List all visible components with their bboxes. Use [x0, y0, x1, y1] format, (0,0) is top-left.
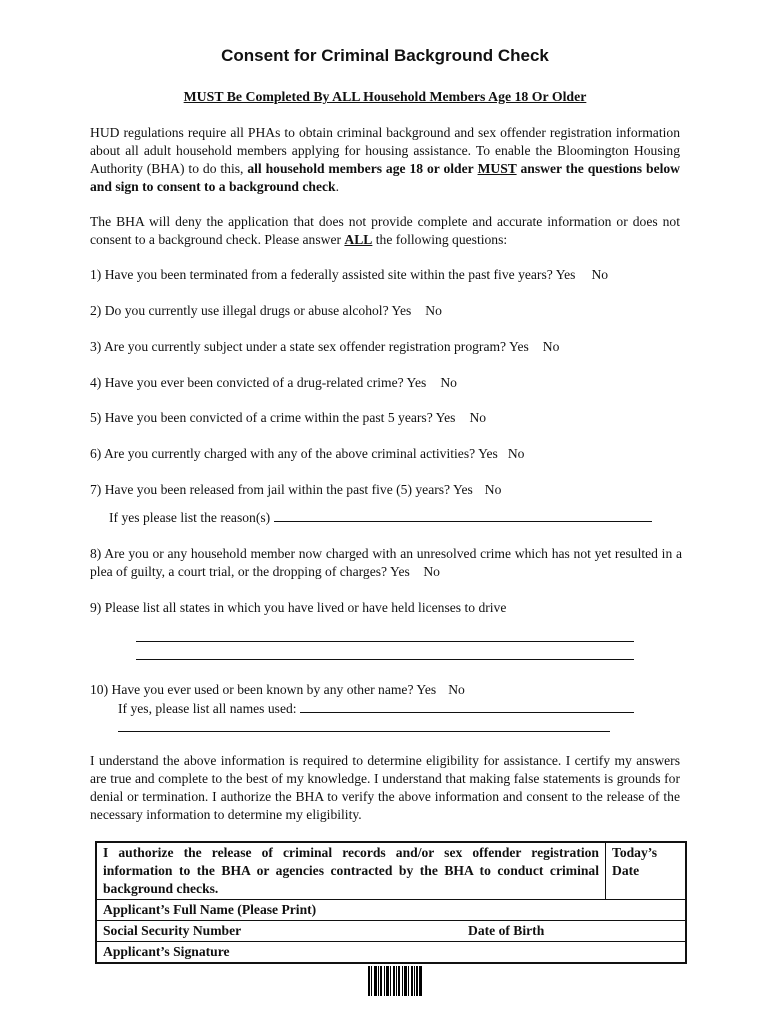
- intro-bold-text-2: answer the questions below and sign to consent to a background check: [90, 161, 680, 194]
- intro-bold-text: all household members age 18 or older: [247, 161, 474, 176]
- yes-option[interactable]: Yes: [555, 267, 576, 282]
- consent-signature-table: [95, 841, 687, 964]
- todays-date-field[interactable]: Today’s Date: [605, 843, 685, 899]
- question-7: [90, 481, 690, 499]
- question-text: 6) Are you currently charged with any of the above criminal activities?: [90, 446, 476, 461]
- intro-text: HUD regulations require all PHAs to obtain criminal background and sex offender registration information about all adult household members applying for housing assistance. To enable the Bloomington Housing Authority (BHA) to do this,: [90, 125, 680, 176]
- question-text: 8) Are you or any household member now charged with an unresolved crime which has not yet resulted in a plea of guilty, a court trial, or the dropping of charges?: [90, 546, 682, 579]
- yes-option[interactable]: Yes: [391, 303, 412, 318]
- question-7-followup: [109, 509, 709, 527]
- question-text: 9) Please list all states in which you have lived or have held licenses to drive: [90, 600, 507, 615]
- question-text: 1) Have you been terminated from a federally assisted site within the past five years?: [90, 267, 553, 282]
- page-title: Consent for Criminal Background Check: [221, 46, 549, 65]
- no-option[interactable]: No: [484, 482, 502, 497]
- intro-paragraph-1: [90, 124, 680, 196]
- no-option[interactable]: No: [542, 339, 560, 354]
- intro2-text-end: the following questions:: [372, 232, 508, 247]
- no-option[interactable]: No: [440, 375, 457, 390]
- yes-option[interactable]: Yes: [406, 375, 427, 390]
- question-text: 7) Have you been released from jail within the past five (5) years?: [90, 482, 451, 497]
- no-option[interactable]: No: [423, 564, 440, 579]
- names-input-line[interactable]: [300, 701, 634, 713]
- yes-option[interactable]: Yes: [509, 339, 529, 354]
- question-2: [90, 302, 690, 320]
- yes-option[interactable]: Yes: [453, 482, 473, 497]
- names-input-line-2[interactable]: [118, 731, 610, 732]
- no-option[interactable]: No: [591, 267, 609, 282]
- question-8: [90, 545, 682, 581]
- signature-field[interactable]: Applicant’s Signature: [103, 944, 230, 959]
- barcode-icon: [368, 966, 432, 996]
- question-3: [90, 338, 690, 356]
- ssn-dob-cell: [97, 921, 685, 941]
- yes-option[interactable]: Yes: [389, 564, 410, 579]
- no-option[interactable]: No: [425, 303, 442, 318]
- full-name-field[interactable]: Applicant’s Full Name (Please Print): [103, 902, 317, 917]
- yes-option[interactable]: Yes: [478, 446, 498, 461]
- question-6: [90, 445, 690, 463]
- certification-paragraph: I understand the above information is required to determine eligibility for assistance. I certify my answers are true and complete to the best of my knowledge. I understand that making false statements is grounds for denial or termination. I authorize the BHA to verify the above information and consent to the release of the necessary information to determine my eligibility.: [90, 753, 680, 822]
- intro2-all-text: ALL: [344, 232, 373, 247]
- states-input-line-2[interactable]: [136, 659, 634, 660]
- question-9: [90, 599, 690, 617]
- ssn-dob-row: [97, 920, 685, 941]
- yes-option[interactable]: Yes: [416, 682, 437, 697]
- signature-row: [97, 941, 685, 962]
- intro2-text: The BHA will deny the application that does not provide complete and accurate information or does not consent to a background check. Please answer: [90, 214, 680, 247]
- authorize-row: [97, 843, 685, 899]
- full-name-row: [97, 899, 685, 920]
- followup-label: If yes please list the reason(s): [109, 510, 271, 525]
- no-option[interactable]: No: [507, 446, 525, 461]
- intro-must-text: MUST: [477, 161, 517, 176]
- states-input-line-1[interactable]: [136, 641, 634, 642]
- intro-paragraph-2: [90, 213, 680, 249]
- ssn-field[interactable]: Social Security Number: [103, 923, 242, 938]
- question-text: 3) Are you currently subject under a state sex offender registration program?: [90, 339, 507, 354]
- followup-label: If yes, please list all names used:: [118, 701, 297, 716]
- intro-period: .: [335, 179, 340, 194]
- authorize-statement: I authorize the release of criminal records and/or sex offender registration information to the BHA or agencies contracted by the BHA to conduct criminal background checks.: [103, 845, 599, 896]
- question-text: 10) Have you ever used or been known by any other name?: [90, 682, 414, 697]
- question-5: [90, 409, 690, 427]
- yes-option[interactable]: Yes: [435, 410, 456, 425]
- question-10-followup: [118, 700, 718, 718]
- question-4: [90, 374, 690, 392]
- dob-field[interactable]: Date of Birth: [468, 923, 545, 938]
- no-option[interactable]: No: [448, 682, 465, 697]
- reason-input-line[interactable]: [274, 510, 652, 522]
- question-10: [90, 681, 690, 699]
- question-1: [90, 266, 690, 284]
- question-text: 5) Have you been convicted of a crime within the past 5 years?: [90, 410, 433, 425]
- question-text: 4) Have you ever been convicted of a drug-related crime?: [90, 375, 404, 390]
- no-option[interactable]: No: [469, 410, 487, 425]
- question-text: 2) Do you currently use illegal drugs or abuse alcohol?: [90, 303, 389, 318]
- page-subtitle: MUST Be Completed By ALL Household Members Age 18 Or Older: [183, 89, 587, 104]
